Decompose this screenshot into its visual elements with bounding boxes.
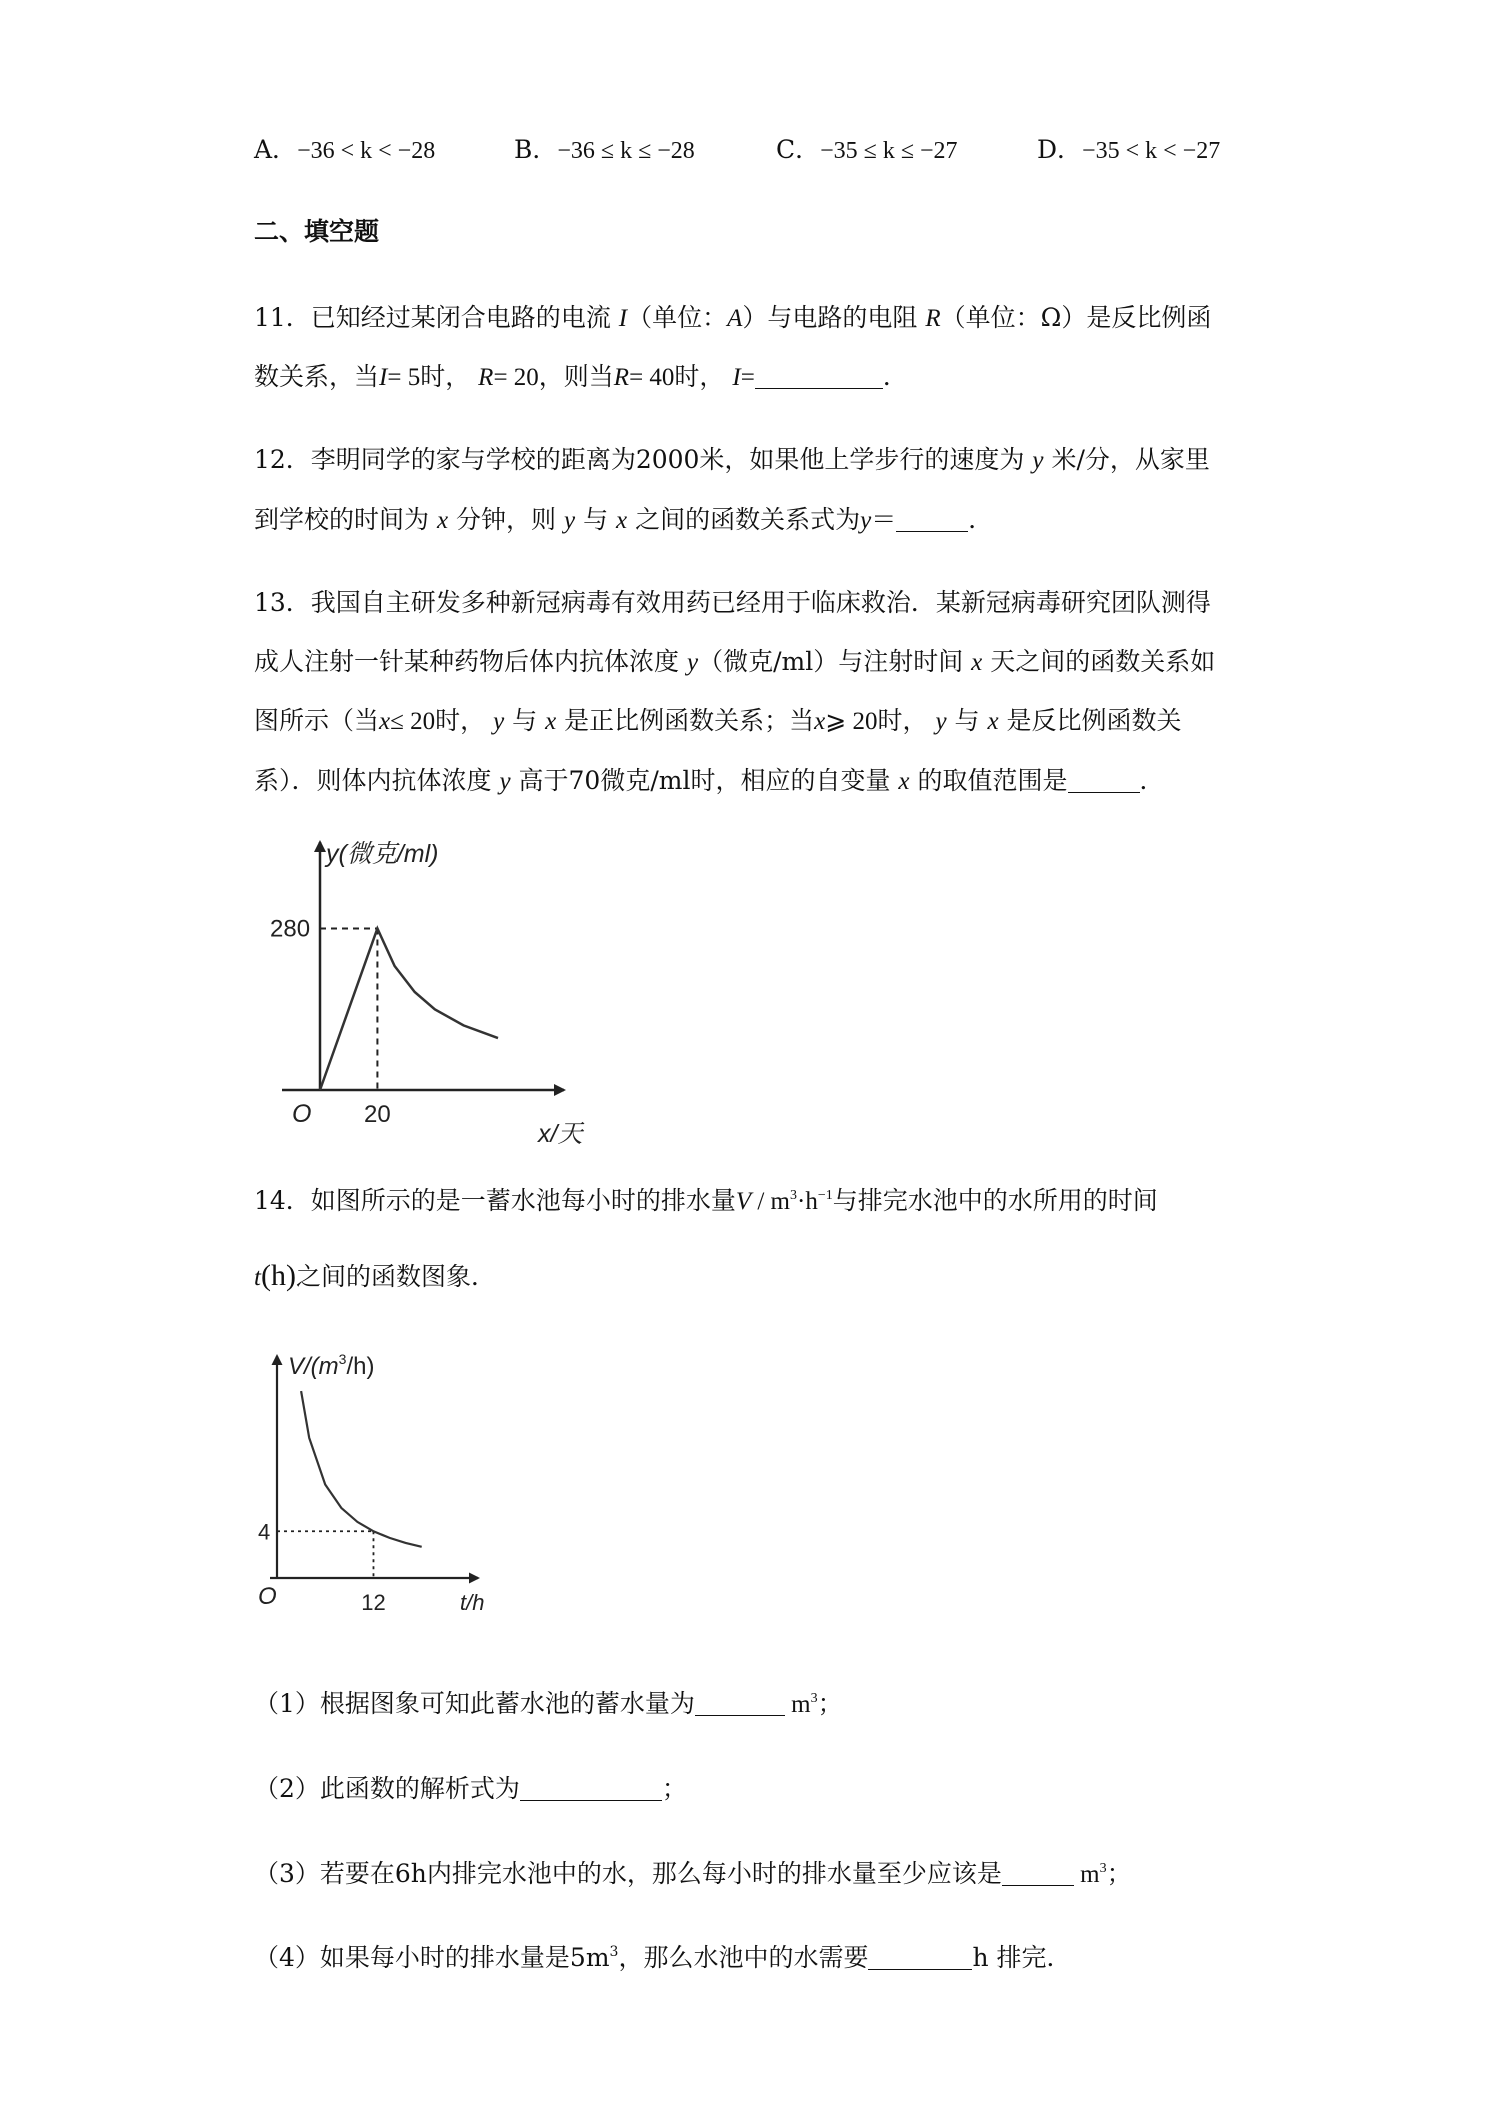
q14-sub1: （1）根据图象可知此蓄水池的蓄水量为 $m^3$； (254, 1689, 843, 1718)
option-b-expr: −36 ≤ k ≤ −28 (557, 138, 695, 164)
q13-line1: 13．我国自主研发多种新冠病毒有效用药已经用于临床救治．某新冠病毒研究团队测得 (254, 588, 1211, 617)
chart2-y-label: $V/(m^3/h)$ (288, 1351, 375, 1380)
chart1-curve (320, 929, 498, 1091)
q13-line3: 图所示（当x≤ 20时， y 与 x 是正比例函数关系；当x⩾ 20时， y 与 x 是反比例函数关 (254, 706, 1182, 735)
q14-sub3-blank[interactable] (1002, 1861, 1074, 1886)
chart1-y-label: y(微克/ml) (326, 840, 439, 868)
q12-answer-blank[interactable] (896, 507, 968, 532)
q14-sub1-blank[interactable] (695, 1691, 785, 1716)
drainage-rate-chart (246, 1348, 506, 1628)
option-c-expr: −35 ≤ k ≤ −27 (820, 138, 958, 164)
antibody-concentration-chart (262, 832, 592, 1152)
q14-sub3: （3）若要在6h内排完水池中的水，那么每小时的排水量至少应该是 $m^3$； (254, 1859, 1132, 1888)
q11-line1: 11．已知经过某闭合电路的电流 I（单位：A）与电路的电阻 R（单位：Ω）是反比例函 (254, 303, 1212, 332)
chart2-y-tick: 4 (258, 1519, 271, 1545)
q14-sub2-blank[interactable] (520, 1776, 662, 1801)
chart2-curve (301, 1391, 422, 1547)
q13-line4: 系）．则体内抗体浓度 y 高于70微克/ml时，相应的自变量 x 的取值范围是 ． (254, 766, 1165, 795)
q12-line1: 12．李明同学的家与学校的距离为2000米，如果他上学步行的速度为 y 米/分，从家里 (254, 445, 1210, 474)
q14-line1: 14．如图所示的是一蓄水池每小时的排水量$V / m^3\cdot h^{-1}$与排完水池中的水所用的时间 (254, 1186, 1158, 1215)
q13-answer-blank[interactable] (1068, 768, 1140, 793)
q11-line2: 数关系，当I= 5时， R= 20，则当R= 40时， I= ． (254, 362, 908, 391)
option-a-expr: −36 < k < −28 (297, 138, 436, 164)
option-d[interactable]: D．−35 < k < −27 (1037, 135, 1221, 164)
q11-answer-blank[interactable] (755, 364, 883, 389)
q14-sub4: （4）如果每小时的排水量是$5m^3$，那么水池中的水需要 h 排完． (254, 1943, 1072, 1972)
chart2-x-tick: 12 (361, 1590, 386, 1615)
q12-line2: 到学校的时间为 x 分钟，则 y 与 x 之间的函数关系式为y＝ ． (254, 505, 994, 534)
chart2-origin: O (258, 1583, 277, 1610)
option-a[interactable]: A．−36 < k < −28 (254, 135, 436, 164)
chart1-x-label: x/天 (538, 1120, 583, 1148)
q13-line2: 成人注射一针某种药物后体内抗体浓度 y（微克/ml）与注射时间 x 天之间的函数关系如 (254, 647, 1216, 676)
chart1-y-tick: 280 (270, 915, 311, 943)
q14-sub2: （2）此函数的解析式为 ； (254, 1774, 687, 1803)
q14-sub4-blank[interactable] (868, 1945, 972, 1970)
chart1-origin: O (292, 1100, 312, 1128)
section-title: 二、填空题 (254, 217, 380, 246)
chart1-x-tick: 20 (364, 1101, 391, 1128)
chart2-x-label: t/h (460, 1590, 485, 1615)
option-c[interactable]: C．−35 ≤ k ≤ −27 (776, 135, 958, 164)
option-d-expr: −35 < k < −27 (1082, 138, 1221, 164)
option-b[interactable]: B．−36 ≤ k ≤ −28 (514, 135, 695, 164)
q14-line2: t(h)之间的函数图象． (254, 1259, 496, 1292)
